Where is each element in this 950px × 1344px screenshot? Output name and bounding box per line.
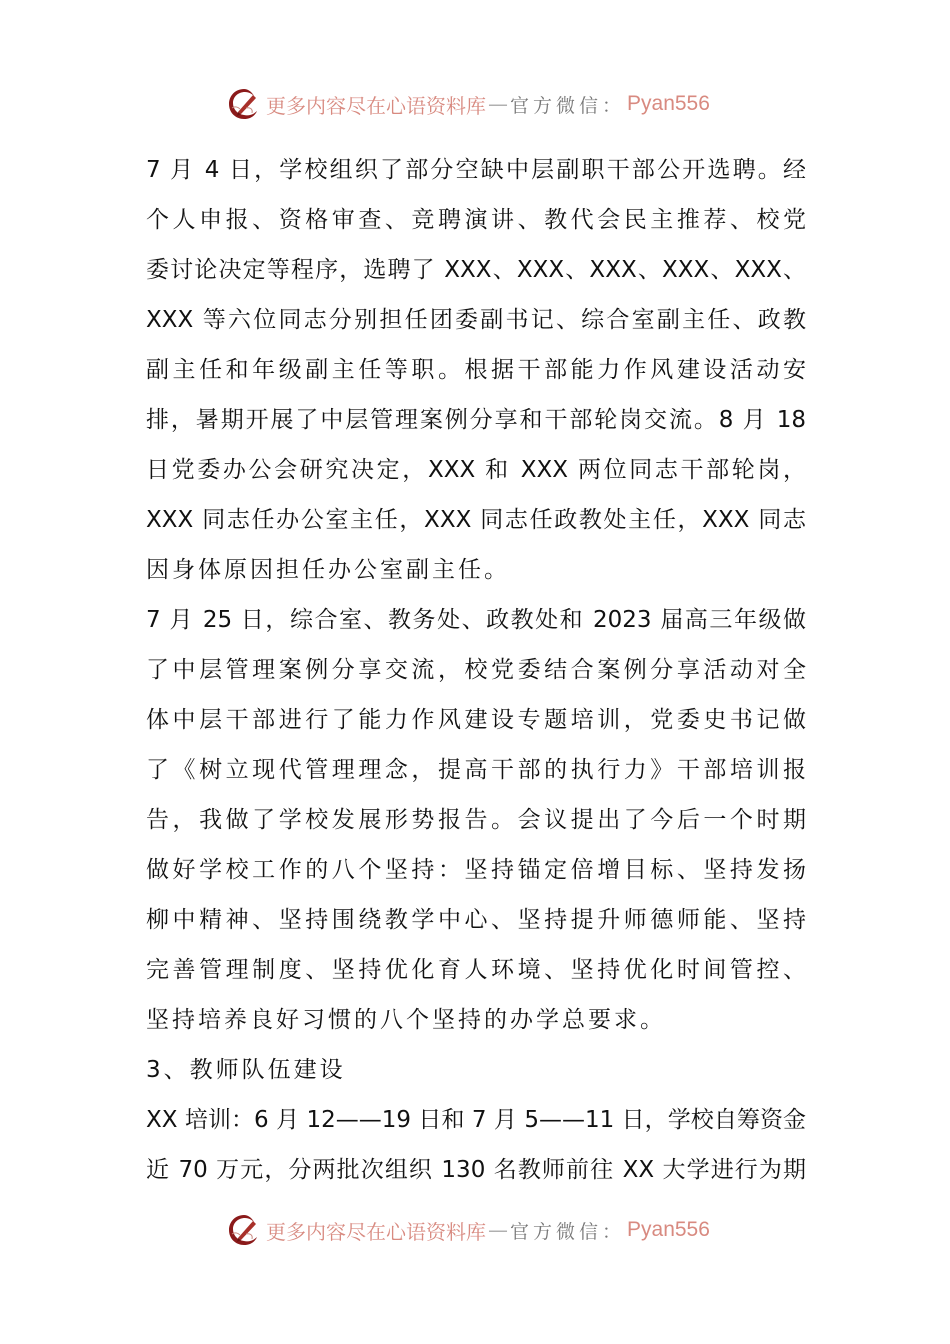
paragraph-cadre-selection (146, 145, 806, 595)
text-line: 体中层干部进行了能力作风建设专题培训，党委史书记做 (146, 707, 806, 733)
watermark-header (226, 86, 710, 122)
document-body (146, 145, 806, 1195)
watermark-wechat-id: Pyan556 (627, 92, 710, 115)
text-line: 告，我做了学校发展形势报告。会议提出了今后一个时期 (146, 807, 806, 833)
watermark-wechat-id: Pyan556 (627, 1218, 710, 1241)
text-line: XXX 同志任办公室主任，XXX 同志任政教处主任，XXX 同志 (146, 507, 806, 533)
paragraph-case-sharing (146, 595, 806, 1045)
text-line: 因身体原因担任办公室副主任。 (146, 557, 510, 583)
text-line: 排，暑期开展了中层管理案例分享和干部轮岗交流。8 月 18 (146, 407, 806, 433)
paragraph-teacher-training (146, 1095, 806, 1195)
text-line: 完善管理制度、坚持优化育人环境、坚持优化时间管控、 (146, 957, 806, 983)
text-line: 副主任和年级副主任等职。根据干部能力作风建设活动安 (146, 357, 806, 383)
section-heading: 3、教师队伍建设 (146, 1057, 346, 1083)
text-line: 个人申报、资格审查、竞聘演讲、教代会民主推荐、校党 (146, 207, 806, 233)
watermark-dash: — (488, 1218, 508, 1242)
watermark-footer (226, 1212, 710, 1248)
text-line: 7 月 4 日，学校组织了部分空缺中层副职干部公开选聘。经 (146, 157, 806, 183)
watermark-main-text: 更多内容尽在心语资料库 (266, 1219, 486, 1244)
text-line: XX 培训：6 月 12——19 日和 7 月 5——11 日，学校自筹资金 (146, 1107, 806, 1133)
text-line: 近 70 万元，分两批次组织 130 名教师前往 XX 大学进行为期 (146, 1157, 806, 1183)
section-heading-teacher-team (146, 1045, 806, 1095)
text-line: 日党委办公会研究决定，XXX 和 XXX 两位同志干部轮岗， (146, 457, 806, 483)
text-line: 做好学校工作的八个坚持：坚持锚定倍增目标、坚持发扬 (146, 857, 806, 883)
watermark-official-label: 官方微信： (510, 94, 626, 117)
watermark-main-text: 更多内容尽在心语资料库 (266, 93, 486, 118)
text-line: 了中层管理案例分享交流，校党委结合案例分享活动对全 (146, 657, 806, 683)
text-line: 了《树立现代管理理念，提高干部的执行力》干部培训报 (146, 757, 806, 783)
text-line: XXX 等六位同志分别担任团委副书记、综合室副主任、政教 (146, 307, 806, 333)
text-line: 坚持培养良好习惯的八个坚持的办学总要求。 (146, 1007, 666, 1033)
text-line: 柳中精神、坚持围绕教学中心、坚持提升师德师能、坚持 (146, 907, 806, 933)
watermark-dash: — (488, 92, 508, 116)
quill-pen-logo-icon (226, 86, 262, 122)
text-line: 7 月 25 日，综合室、教务处、政教处和 2023 届高三年级做 (146, 607, 806, 633)
watermark-official-label: 官方微信： (510, 1220, 626, 1243)
text-line: 委讨论决定等程序，选聘了 XXX、XXX、XXX、XXX、XXX、 (146, 257, 806, 283)
quill-pen-logo-icon (226, 1212, 262, 1248)
